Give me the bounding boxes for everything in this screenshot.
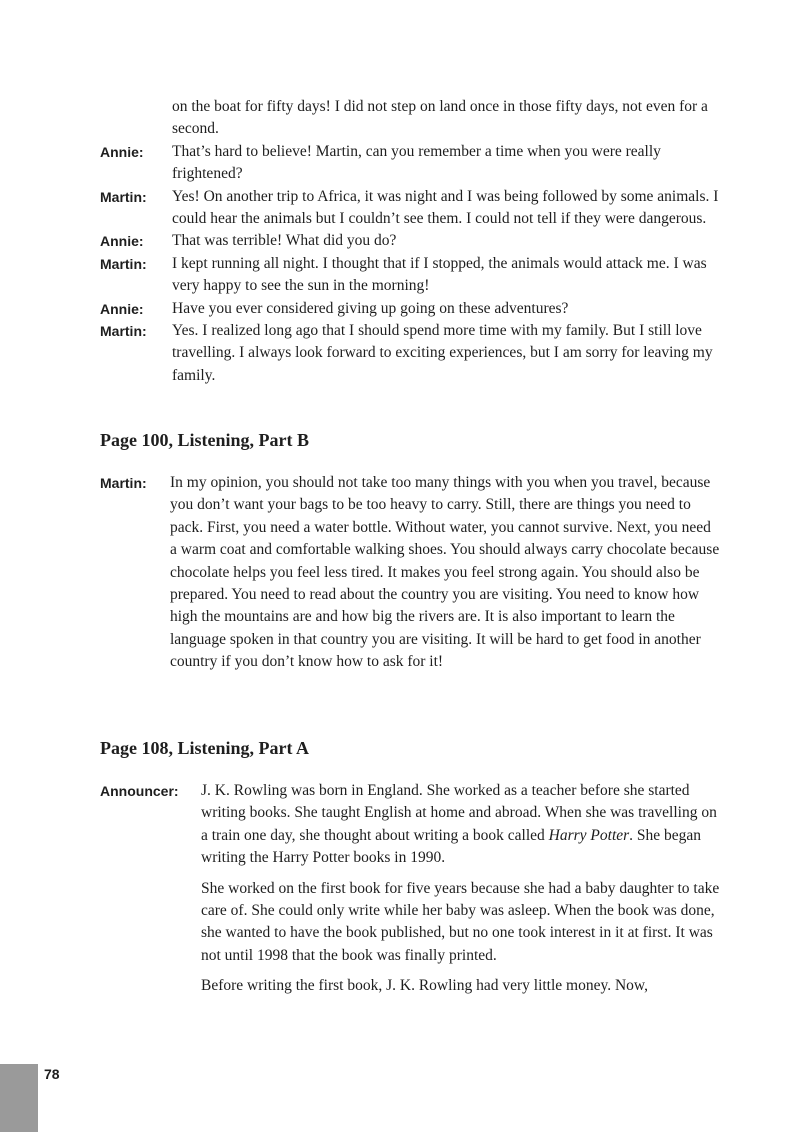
dialogue-block-2 — [0, 472, 800, 674]
speech-text: Yes. I realized long ago that I should spend more time with my family. But I still love travelling. I always look forward to exciting experiences, but I am sorry for leaving my family. — [172, 322, 713, 384]
dialogue-line — [0, 298, 800, 320]
speech-text: That was terrible! What did you do? — [172, 232, 397, 250]
speech-text — [201, 780, 721, 870]
speech-text: In my opinion, you should not take too many things with you when you travel, because you don’t want your bags to be too heavy to carry. Still, there are things you need to pack. First, you need a water bottle. Without water, you cannot survive. Next, you need a warm coat and comfortable walking shoes. You should always carry chocolate because chocolate helps you feel less tired. It makes you feel strong again. You should also be prepared. You need to read about the country you are visiting. You need to know how high the mountains are and how big the rivers are. It is also important to learn the language spoken in that country you are visiting. It will be hard to get food in another country if you don’t know how to ask for it! — [170, 474, 720, 671]
speech-paragraph: She worked on the first book for five years because she had a baby daughter to take care of. She could only write while her baby was asleep. When the book was done, she wanted to have the book published, but no one took interest in it at first. It was not until 1998 that the book was finally printed. — [201, 879, 720, 964]
dialogue-block-3 — [0, 780, 800, 998]
dialogue-line — [0, 472, 800, 674]
section-heading: Page 108, Listening, Part A — [100, 738, 309, 758]
dialogue-line — [0, 141, 800, 186]
speaker-label: Annie: — [100, 300, 144, 317]
dialogue-line — [0, 230, 800, 252]
speech-text: Yes! On another trip to Africa, it was night and I was being followed by some animals. I could hear the animals but I couldn’t see them. I could not tell if they were dangerous. — [172, 187, 719, 228]
dialogue-line — [0, 320, 800, 387]
speaker-label: Announcer: — [100, 783, 179, 799]
speech-text: Have you ever considered giving up going on these adventures? — [172, 299, 569, 317]
speaker-label: Martin: — [100, 475, 147, 491]
speaker-label: Martin: — [100, 323, 147, 340]
speaker-label: Martin: — [100, 188, 147, 205]
speaker-label: Annie: — [100, 233, 144, 250]
speaker-label: Martin: — [100, 255, 147, 272]
dialogue-line — [0, 253, 800, 298]
dialogue-line — [0, 780, 800, 870]
page-number: 78 — [44, 1066, 60, 1082]
section-heading: Page 100, Listening, Part B — [100, 430, 309, 450]
speech-text: That’s hard to believe! Martin, can you remember a time when you were really frightened? — [172, 142, 661, 183]
speech-paragraph: Before writing the first book, J. K. Rowling had very little money. Now, — [201, 977, 648, 995]
book-title: Harry Potter — [548, 826, 630, 844]
dialogue-block-1 — [0, 96, 800, 387]
speaker-label: Annie: — [100, 143, 144, 160]
footer-tab — [0, 1064, 38, 1132]
speech-text-part: . She began writing the Harry Potter books in 1990. — [201, 826, 702, 867]
speech-text-part: J. K. Rowling was born in England. She worked as a teacher before she started writing books. She taught English at home and abroad. When she was travelling on a train one day, she thought about writing a book called — [201, 782, 717, 844]
continued-speech: on the boat for fifty days! I did not step on land once in those fifty days, not even for a second. — [172, 98, 708, 138]
dialogue-line — [0, 186, 800, 231]
speech-text: I kept running all night. I thought that if I stopped, the animals would attack me. I was very happy to see the sun in the morning! — [172, 254, 707, 295]
